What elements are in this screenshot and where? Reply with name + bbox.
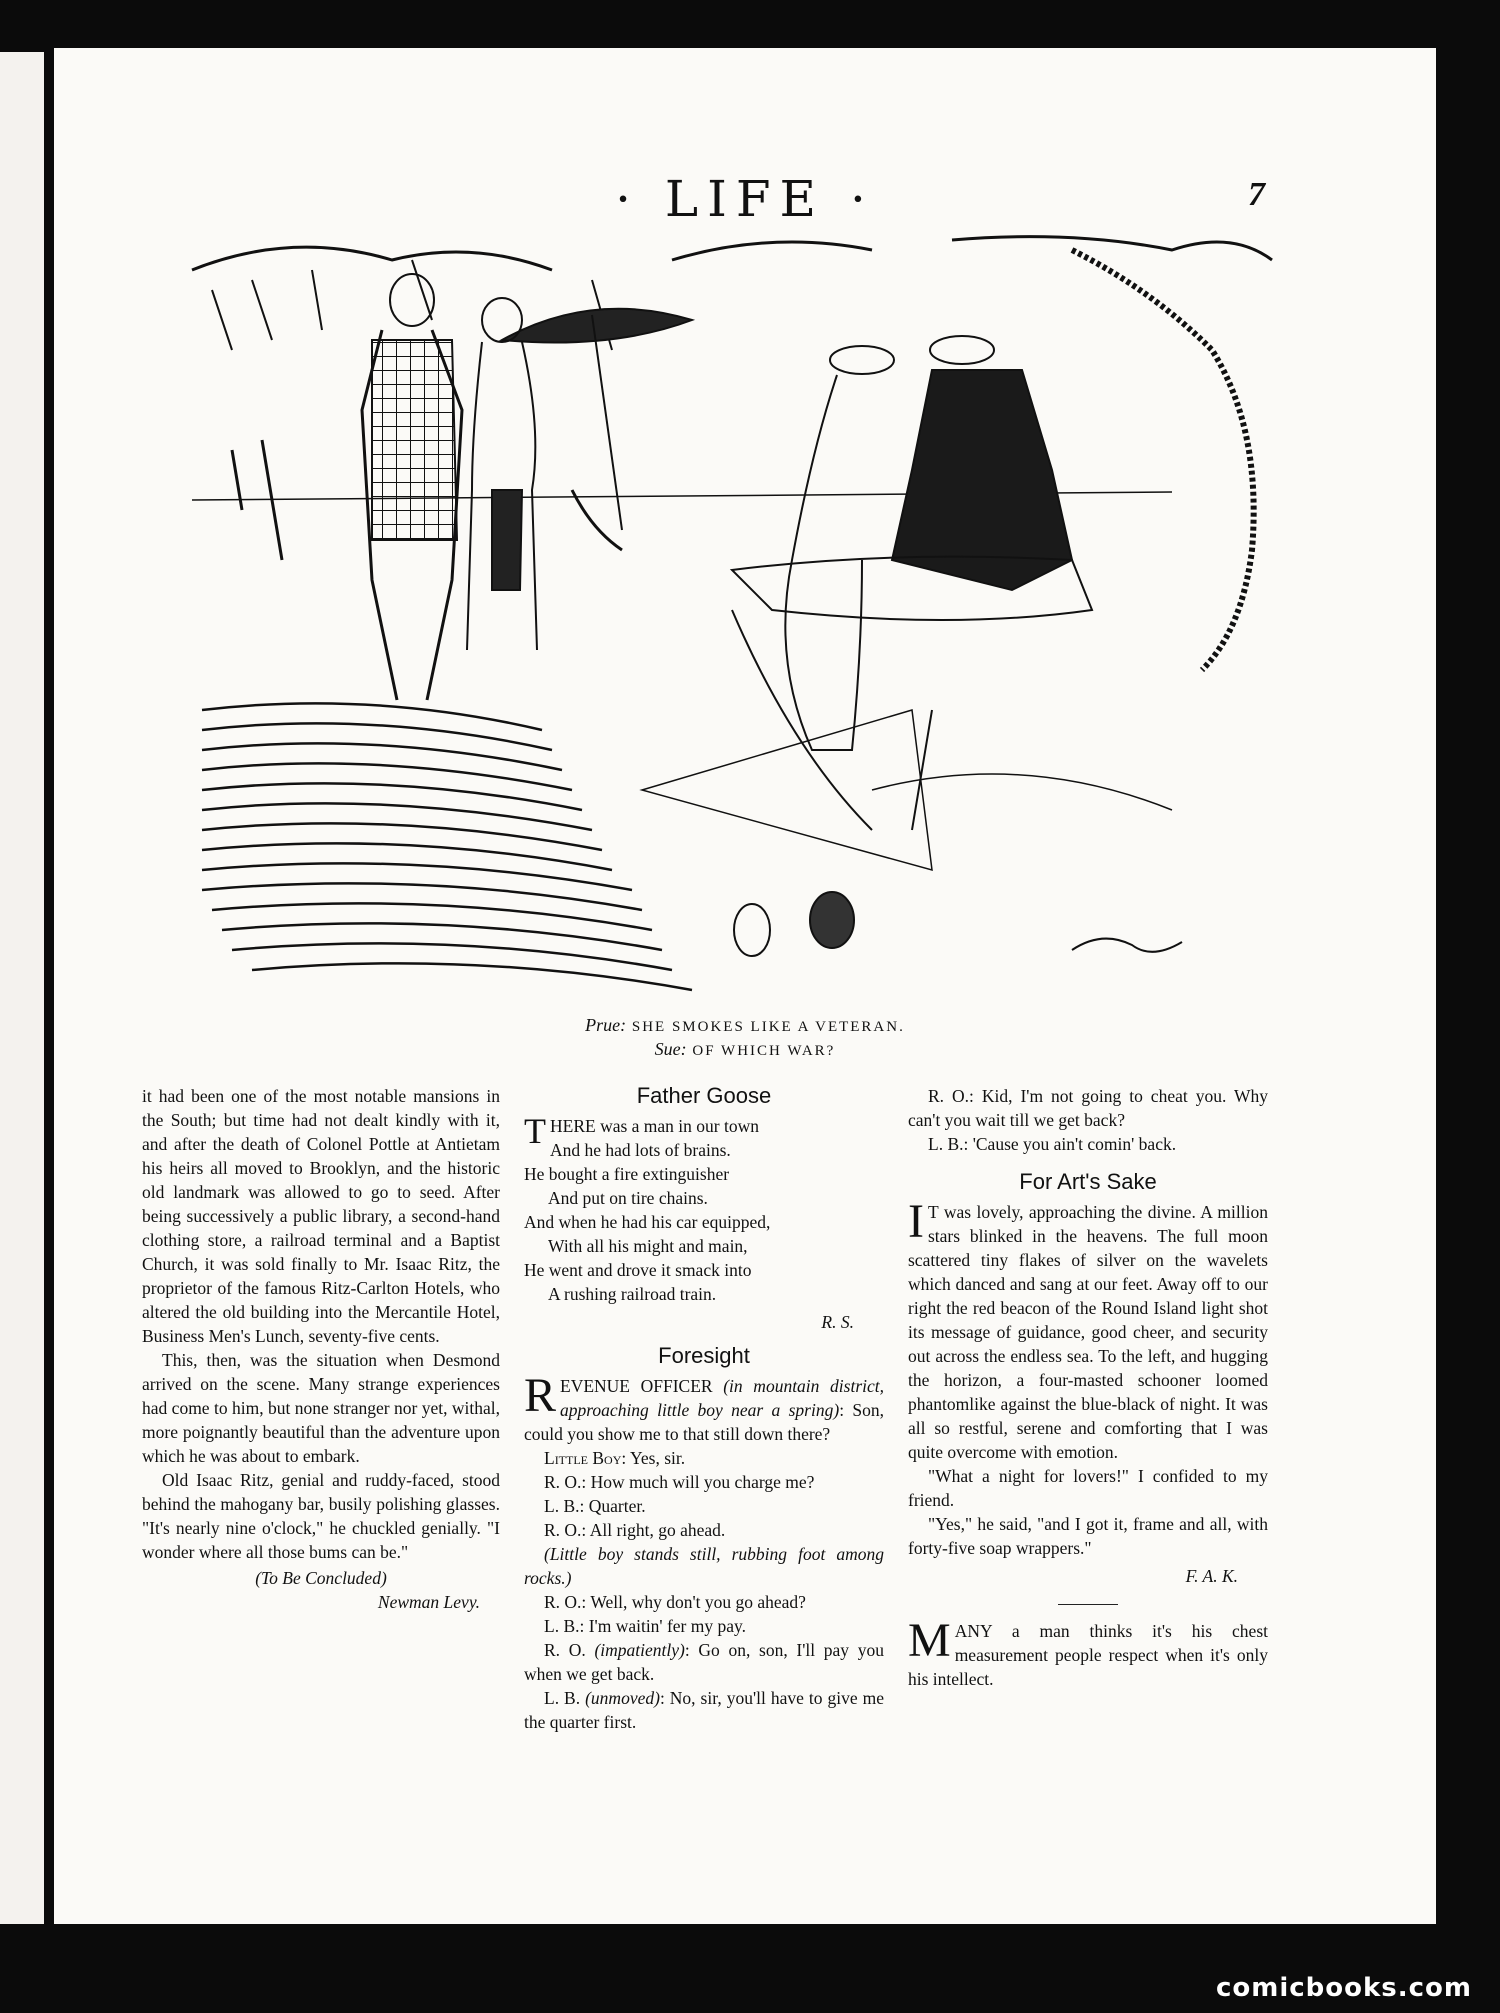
masthead: · LIFE · — [615, 170, 875, 228]
dialogue-line: Little Boy: Yes, sir. — [544, 1448, 686, 1468]
caption-text-2: OF WHICH WAR? — [692, 1043, 836, 1059]
epigram: MANY a man thinks it's his chest measurement people respect when it's only his intellect. — [908, 1614, 1268, 1689]
caption-speaker-1: Prue: — [585, 1015, 627, 1035]
dialogue-line: R. O.: Kid, I'm not going to cheat you. Why can't you wait till we get back? — [908, 1086, 1268, 1130]
article-signature: F. A. K. — [1185, 1566, 1238, 1586]
article-title: Foresight — [658, 1343, 750, 1368]
column-2 — [524, 1084, 884, 1734]
drop-cap: R — [524, 1369, 557, 1422]
page-number: 7 — [1248, 176, 1265, 213]
dialogue-line: L. B. (unmoved): No, sir, you'll have to give me the quarter first. — [524, 1688, 884, 1732]
column-3 — [908, 1084, 1268, 1691]
dialogue-line: REVENUE OFFICER (in mountain district, approaching little boy near a spring): Son, could you show me to that still down there? — [524, 1369, 885, 1444]
poem-line: With all his might and main, — [548, 1236, 748, 1256]
poem-line: He bought a fire extinguisher — [524, 1164, 730, 1184]
drop-cap: T — [524, 1111, 546, 1151]
story-paragraph: it had been one of the most notable mansions in the South; but time had not dealt kindly with it, and after the death of Colonel Pottle at Antietam his heirs all moved to Brooklyn, and the historic old landmark was allowed to go to seed. After being successively a public library, a second-hand clothing store, a railroad terminal and a Baptist Church, it was sold finally to Mr. Isaac Ritz, the proprietor of the famous Ritz-Carlton Hotels, who altered the old building into the Mercantile Hotel, Business Men's Lunch, seventy-five cents. — [142, 1086, 500, 1346]
poem-line: HERE was a man in our town — [550, 1116, 759, 1136]
stage-direction: (Little boy stands still, rubbing foot among rocks.) — [524, 1544, 884, 1588]
poem-line: And put on tire chains. — [548, 1188, 708, 1208]
caption-speaker-2: Sue: — [654, 1039, 687, 1059]
dialogue-line: R. O.: All right, go ahead. — [544, 1520, 726, 1540]
poem — [524, 1111, 884, 1306]
watermark: comicbooks.com — [1215, 1973, 1472, 2003]
drop-cap: I — [908, 1195, 924, 1248]
to-be-concluded: (To Be Concluded) — [255, 1568, 387, 1588]
illustration — [172, 230, 1284, 1002]
divider — [1058, 1604, 1118, 1605]
story-paragraph: "Yes," he said, "and I got it, frame and all, with forty-five soap wrappers." — [908, 1514, 1268, 1558]
magazine-page — [54, 48, 1436, 1924]
column-1 — [142, 1084, 500, 1614]
story-paragraph: I T was lovely, approaching the divine. A million stars blinked in the heavens. The full moon scattered tiny flakes of silver on the wavelets which danced and sang at our feet. Away off to our right the red beacon of the Round Island light shot its message of guidance, good cheer, and security out across the endless sea. To the left, and hugging the horizon, a four-masted schooner loomed phantomlike against the blue-black of night. It was all so restful, serene and comforting that I was quite overcome with emotion. — [908, 1195, 1268, 1462]
story-paragraph: "What a night for lovers!" I confided to my friend. — [908, 1466, 1268, 1510]
poem-line: A rushing railroad train. — [548, 1284, 717, 1304]
story-paragraph: Old Isaac Ritz, genial and ruddy-faced, stood behind the mahogany bar, busily polishing glasses. "It's nearly nine o'clock," he chuckled genially. "I wonder where all those bums can be." — [142, 1470, 500, 1562]
article-title: Father Goose — [636, 1083, 772, 1108]
poem-line: And when he had his car equipped, — [524, 1212, 771, 1232]
dialogue-line: R. O.: Well, why don't you go ahead? — [544, 1592, 806, 1612]
dialogue-line: L. B.: Quarter. — [544, 1496, 646, 1516]
story-paragraph: This, then, was the situation when Desmond arrived on the scene. Many strange experiences had come to him, but none stranger nor yet, withal, more poignantly beautiful than the adventure upon which he was about to embark. — [142, 1350, 500, 1466]
article-title: For Art's Sake — [1019, 1169, 1157, 1194]
author-signature: Newman Levy. — [377, 1592, 480, 1612]
dialogue-line: L. B.: 'Cause you ain't comin' back. — [928, 1134, 1177, 1154]
caption-text-1: SHE SMOKES LIKE A VETERAN. — [631, 1019, 905, 1035]
dialogue-line: R. O. (impatiently): Go on, son, I'll pay you when we get back. — [524, 1640, 884, 1684]
poem-signature: R. S. — [821, 1312, 854, 1332]
drop-cap: M — [908, 1614, 951, 1667]
illustration-caption — [54, 1014, 1436, 1062]
poem-line: And he had lots of brains. — [550, 1140, 731, 1160]
poem-line: He went and drove it smack into — [524, 1260, 752, 1280]
dialogue-line: L. B.: I'm waitin' fer my pay. — [544, 1616, 747, 1636]
previous-page-edge — [0, 52, 44, 1924]
dialogue-line: R. O.: How much will you charge me? — [544, 1472, 815, 1492]
